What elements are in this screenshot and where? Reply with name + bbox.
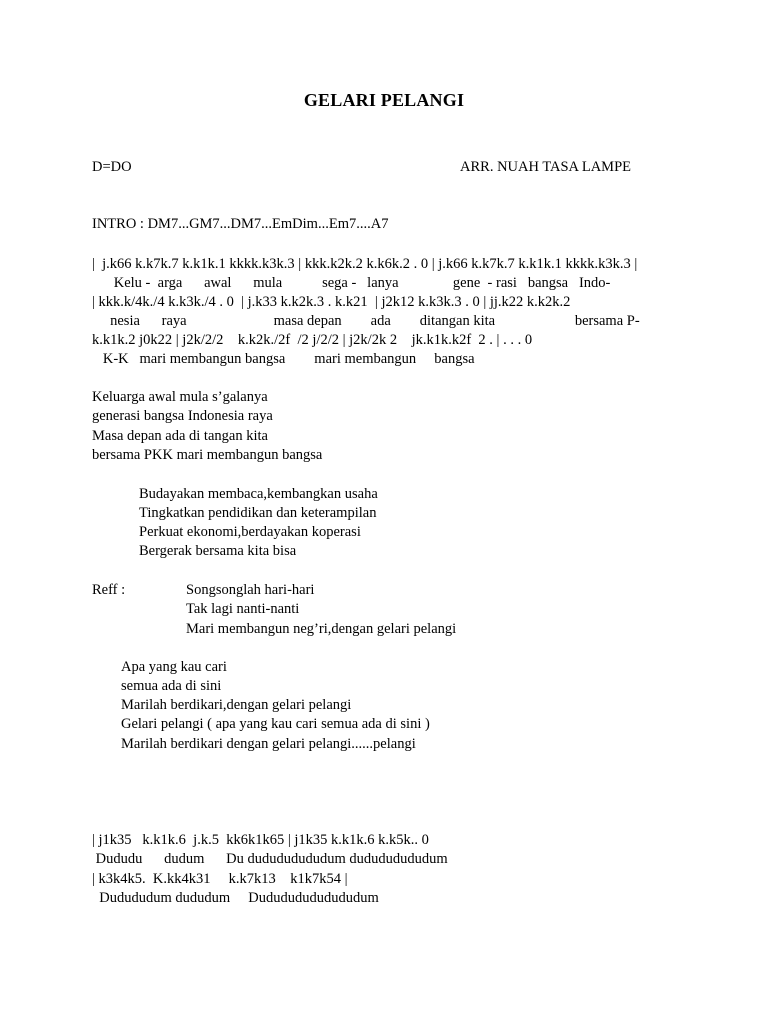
verse3-line: semua ada di sini xyxy=(121,678,222,694)
verse1-line: Masa depan ada di tangan kita xyxy=(92,428,268,444)
reff-line: Tak lagi nanti-nanti xyxy=(186,601,300,617)
verse3-line: Gelari pelangi ( apa yang kau cari semua ada di sini ) xyxy=(121,716,430,732)
intro-chords: INTRO : DM7...GM7...DM7...EmDim...Em7....A7 xyxy=(92,216,389,232)
verse1-line: generasi bangsa Indonesia raya xyxy=(92,408,273,424)
notation-lyric: K-K mari membangun bangsa mari membangun bangsa xyxy=(92,351,475,367)
verse2-line: Perkuat ekonomi,berdayakan koperasi xyxy=(139,524,361,540)
verse2-line: Budayakan membaca,kembangkan usaha xyxy=(139,486,378,502)
notation-lyric: nesia raya masa depan ada ditangan kita bersama P- xyxy=(92,313,640,329)
verse3-line: Marilah berdikari,dengan gelari pelangi xyxy=(121,697,352,713)
arranger-credit: ARR. NUAH TASA LAMPE xyxy=(460,159,631,175)
reff-label: Reff : xyxy=(92,582,126,598)
reff-line: Mari membangun neg’ri,dengan gelari pelangi xyxy=(186,621,457,637)
notation-lyric: Dudududum dududum Dudududududududum xyxy=(92,890,379,906)
notation-line: | j.k66 k.k7k.7 k.k1k.1 kkkk.k3k.3 | kkk.k2k.2 k.k6k.2 . 0 | j.k66 k.k7k.7 k.k1k.1 kkkk.k3k.3 | xyxy=(92,256,638,272)
reff-line: Songsonglah hari-hari xyxy=(186,582,315,598)
notation-lyric: Dududu dudum Du dudududududum dudududududum xyxy=(92,851,448,867)
verse1-line: Keluarga awal mula s’galanya xyxy=(92,389,268,405)
verse1-line: bersama PKK mari membangun bangsa xyxy=(92,447,323,463)
verse2-line: Tingkatkan pendidikan dan keterampilan xyxy=(139,505,377,521)
key-signature: D=DO xyxy=(92,159,132,175)
notation-line: | j1k35 k.k1k.6 j.k.5 kk6k1k65 | j1k35 k.k1k.6 k.k5k.. 0 xyxy=(92,832,429,848)
verse3-line: Apa yang kau cari xyxy=(121,659,227,675)
verse3-line: Marilah berdikari dengan gelari pelangi......pelangi xyxy=(121,736,416,752)
song-title: GELARI PELANGI xyxy=(303,90,465,110)
verse2-line: Bergerak bersama kita bisa xyxy=(139,543,297,559)
notation-line: | kkk.k/4k./4 k.k3k./4 . 0 | j.k33 k.k2k.3 . k.k21 | j2k12 k.k3k.3 . 0 | jj.k22 k.k2k.2 xyxy=(92,294,571,310)
notation-line: k.k1k.2 j0k22 | j2k/2/2 k.k2k./2f /2 j/2/2 | j2k/2k 2 jk.k1k.k2f 2 . | . . . 0 xyxy=(92,332,533,348)
notation-lyric: Kelu - arga awal mula sega - lanya gene - rasi bangsa Indo- xyxy=(92,275,611,291)
notation-line: | k3k4k5. K.kk4k31 k.k7k13 k1k7k54 | xyxy=(92,871,348,887)
